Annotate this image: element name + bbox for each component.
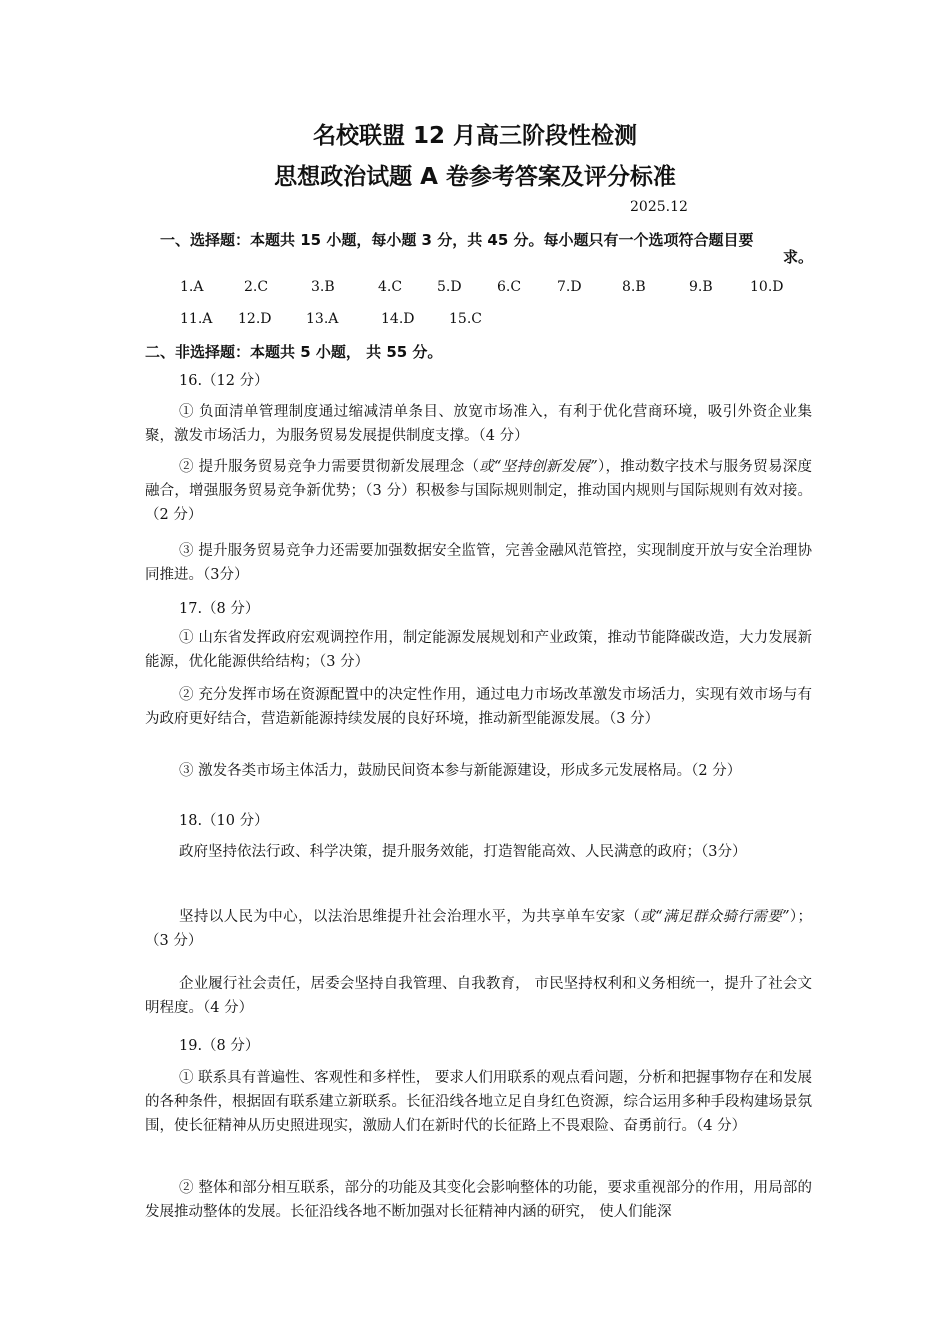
answer-item: 8.B <box>622 279 646 295</box>
section1-heading-cont: 求。 <box>783 248 814 266</box>
question-18-point-3: 企业履行社会责任，居委会坚持自我管理、自我教育， 市民坚持权利和义务相统一，提升了社会文明程度。（4 分） <box>145 976 812 1016</box>
answer-item: 7.D <box>557 279 582 295</box>
q18-p2-alt: 或“满足群众骑行需要” <box>640 909 790 925</box>
question-19-point-2: ② 整体和部分相互联系，部分的功能及其变化会影响整体的功能，要求重视部分的作用，用局部的发展推动整体的发展。长征沿线各地不断加强对长征精神内涵的研究， 使人们能深 <box>145 1180 812 1220</box>
answer-item: 9.B <box>689 279 713 295</box>
answer-item: 11.A <box>180 311 213 327</box>
question-18-point-1: 政府坚持依法行政、科学决策，提升服务效能，打造智能高效、人民满意的政府；（3分） <box>179 844 747 860</box>
answer-item: 5.D <box>437 279 462 295</box>
section2-heading: 二、非选择题：本题共 5 小题， 共 55 分。 <box>145 343 443 361</box>
question-16-point-3: ③ 提升服务贸易竞争力还需要加强数据安全监管，完善金融风范管控，实现制度开放与安全治理协同推进。（3分） <box>145 543 812 583</box>
q18-p2-text-a: 坚持以人民为中心，以法治思维提升社会治理水平，为共享单车安家（ <box>179 909 641 925</box>
question-17-point-3: ③ 激发各类市场主体活力，鼓励民间资本参与新能源建设，形成多元发展格局。（2 分） <box>179 763 742 779</box>
question-18-point-2 <box>145 905 812 953</box>
q19-p1-text-b: 综合运用多种手段构建场景氛围，使长征精神从历史照进现实，激励人们在新时代的长征路上不畏艰险、奋勇前行。（4 分） <box>145 1094 812 1134</box>
section1-heading: 一、选择题：本题共 15 小题，每小题 3 分，共 45 分。每小题只有一个选项符合题目要 <box>160 231 754 249</box>
answer-item: 2.C <box>244 279 269 295</box>
page-title: 名校联盟 12 月高三阶段性检测 <box>312 123 638 149</box>
answer-item: 6.C <box>497 279 522 295</box>
q18-p2-text-c: ）；（3 分） <box>145 909 813 949</box>
q19-p1-text-a: ① 联系具有普遍性、客观性和多样性， 要求人们用联系的观点看问题，分析和把握事物存在和发展的各种条件，根据固有联系建立新联系。长征沿线各地立足自身红色资源， <box>145 1070 812 1110</box>
answer-item: 3.B <box>311 279 335 295</box>
question-16-point-2 <box>145 455 812 527</box>
question-18-label: 18.（10 分） <box>179 813 269 829</box>
question-17-point-1: ① 山东省发挥政府宏观调控作用，制定能源发展规划和产业政策，推动节能降碳改造，大力发展新能源，优化能源供给结构；（3 分） <box>145 630 812 670</box>
page-subtitle: 思想政治试题 A 卷参考答案及评分标准 <box>274 164 676 190</box>
question-16-label: 16.（12 分） <box>179 373 269 389</box>
document-date: 2025.12 <box>630 199 688 215</box>
question-16-point-1: ① 负面清单管理制度通过缩减清单条目、放宽市场准入，有利于优化营商环境，吸引外资企业集聚，激发市场活力，为服务贸易发展提供制度支撑。（4 分） <box>145 404 812 444</box>
question-17-point-2: ② 充分发挥市场在资源配置中的决定性作用，通过电力市场改革激发市场活力，实现有效市场与有为政府更好结合，营造新能源持续发展的良好环境，推动新型能源发展。（3 分） <box>145 687 812 727</box>
q16-p2-text-a: ② 提升服务贸易竞争力需要贯彻新发展理念（ <box>179 459 480 475</box>
question-17-label: 17.（8 分） <box>179 601 260 617</box>
answer-item: 14.D <box>381 311 415 327</box>
question-19-label: 19.（8 分） <box>179 1038 260 1054</box>
question-19-point-1 <box>145 1066 812 1138</box>
answer-item: 13.A <box>306 311 339 327</box>
answer-item: 4.C <box>378 279 403 295</box>
answer-item: 15.C <box>449 311 482 327</box>
q16-p2-text-c: ），推动数字技术与服务贸易深度融合，增强服务贸易竞争新优势；（3 分）积极参与国际规则制定，推动国内规则与国际规则有效对接。（2 分） <box>145 459 813 523</box>
answer-item: 12.D <box>238 311 272 327</box>
answer-item: 10.D <box>750 279 784 295</box>
q16-p2-alt: 或“坚持创新发展” <box>479 459 598 475</box>
answer-item: 1.A <box>180 279 204 295</box>
